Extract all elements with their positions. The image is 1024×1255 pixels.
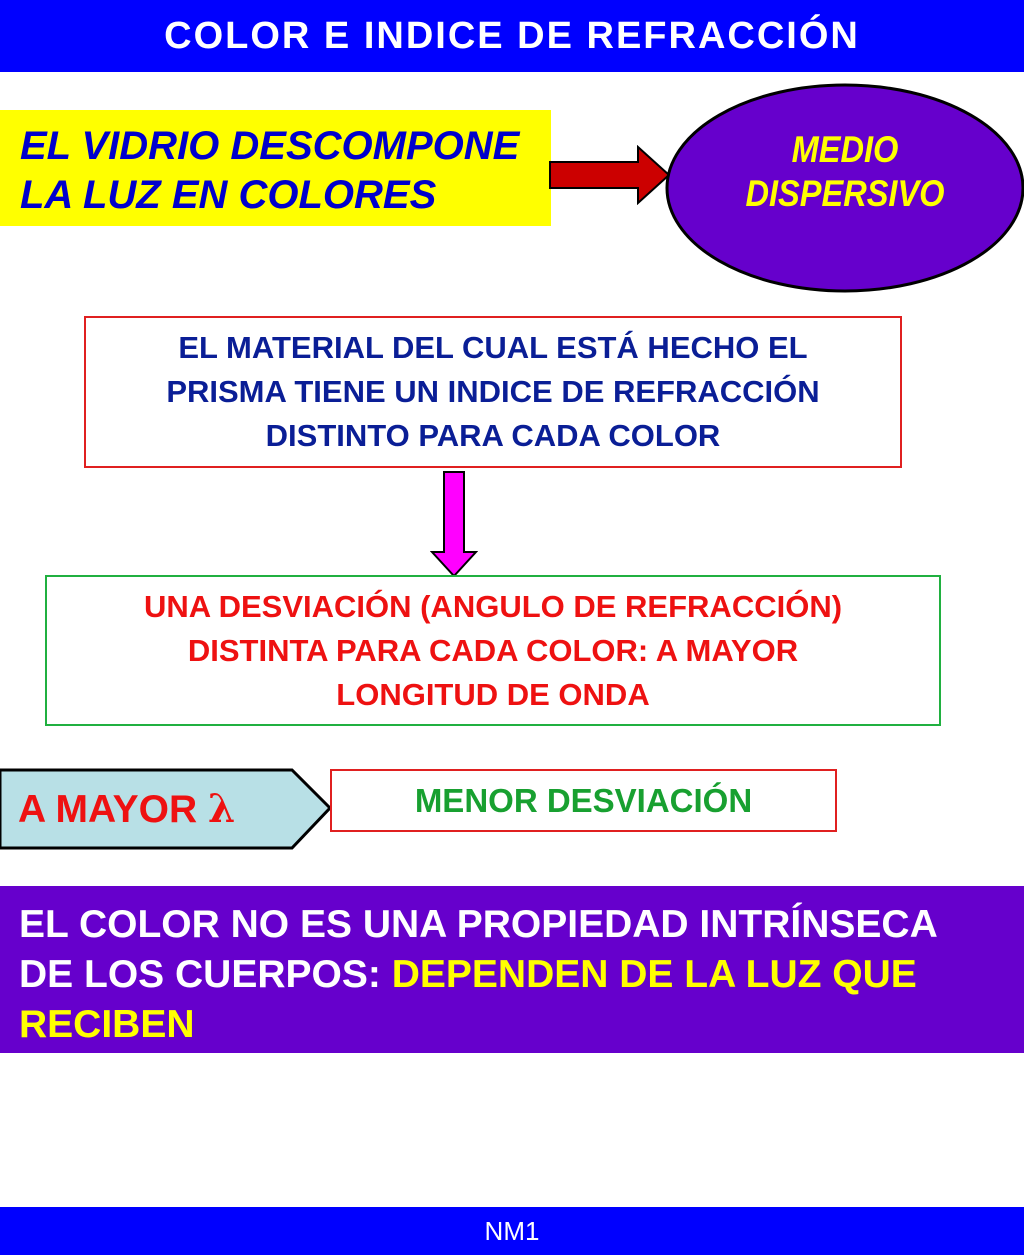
material-box <box>84 316 902 468</box>
conclusion-line-2-prefix: DE LOS CUERPOS: <box>19 953 392 996</box>
menor-text: MENOR DESVIACIÓN <box>414 781 753 819</box>
footer-bar <box>0 1207 1024 1255</box>
deviation-line-3: LONGITUD DE ONDA <box>336 676 650 712</box>
conclusion-line-2 <box>19 950 1009 1000</box>
header-bar <box>0 0 1024 72</box>
glass-decomposes-box <box>0 110 551 226</box>
material-line-3: DISTINTO PARA CADA COLOR <box>265 418 721 453</box>
glass-box-line-2: LA LUZ EN COLORES <box>20 173 437 217</box>
ellipse-line-2: DISPERSIVO <box>745 173 945 214</box>
material-line-1: EL MATERIAL DEL CUAL ESTÁ HECHO EL <box>178 330 808 365</box>
conclusion-line-2-highlight: DEPENDEN DE LA LUZ QUE <box>391 953 917 996</box>
footer-label: NM1 <box>484 1215 540 1246</box>
conclusion-line-1: EL COLOR NO ES UNA PROPIEDAD INTRÍNSECA <box>19 903 938 946</box>
deviation-box <box>45 575 941 726</box>
page-title: COLOR E INDICE DE REFRACCIÓN <box>164 14 860 57</box>
lambda-symbol: λ <box>207 786 236 832</box>
down-arrow-icon <box>430 470 478 578</box>
deviation-line-1: UNA DESVIACIÓN (ANGULO DE REFRACCIÓN) <box>143 588 843 624</box>
conclusion-box <box>0 886 1024 1053</box>
menor-desviacion-box <box>330 769 837 832</box>
ellipse-label <box>717 128 972 216</box>
glass-box-line-1: EL VIDRIO DESCOMPONE <box>20 124 520 168</box>
mayor-lambda-label <box>18 786 235 833</box>
mayor-text: A MAYOR <box>18 788 198 831</box>
conclusion-line-3: RECIBEN <box>19 1003 195 1046</box>
deviation-line-2: DISTINTA PARA CADA COLOR: A MAYOR <box>187 632 799 668</box>
ellipse-line-1: MEDIO <box>791 129 899 170</box>
right-arrow-icon <box>548 145 672 205</box>
material-line-2: PRISMA TIENE UN INDICE DE REFRACCIÓN <box>166 374 820 409</box>
